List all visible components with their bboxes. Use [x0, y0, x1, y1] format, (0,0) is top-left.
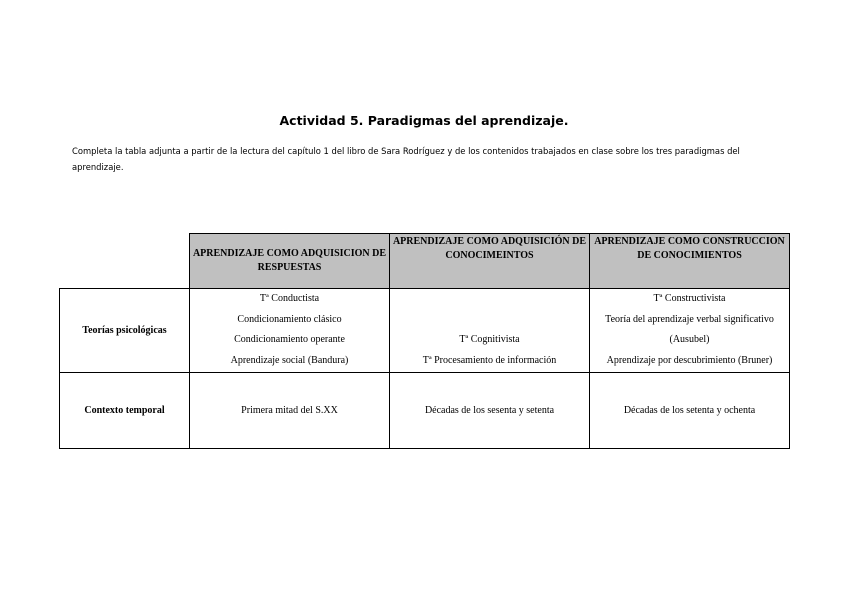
table-header-row [60, 234, 790, 289]
cell-teorias-conocimientos [390, 289, 590, 373]
list-item: Tª Constructivista [653, 293, 726, 304]
cell-contexto-respuestas: Primera mitad del S.XX [190, 373, 390, 449]
list-item: Aprendizaje social (Bandura) [230, 354, 349, 366]
cell-contexto-conocimientos: Décadas de los sesenta y setenta [390, 373, 590, 449]
header-construccion: APRENDIZAJE COMO CONSTRUCCION DE CONOCIMIENTOS [590, 234, 790, 289]
list-item [390, 310, 589, 331]
list-item: Aprendizaje por descubrimiento (Bruner) [606, 354, 773, 366]
list-item: Tª Procesamiento de información [422, 354, 557, 366]
cell-teorias-construccion [590, 289, 790, 373]
paradigms-table [59, 233, 790, 449]
header-conocimientos: APRENDIZAJE COMO ADQUISICIÓN DE CONOCIMEINTOS [390, 234, 590, 289]
list-item [390, 289, 589, 310]
list-item: Condicionamiento operante [234, 334, 345, 345]
table-corner-cell [60, 234, 190, 289]
header-respuestas: APRENDIZAJE COMO ADQUISICION DE RESPUESTAS [190, 234, 390, 289]
row-label-contexto: Contexto temporal [60, 373, 190, 449]
list-item: Tª Cognitivista [459, 334, 520, 345]
intro-paragraph: Completa la tabla adjunta a partir de la lectura del capítulo 1 del libro de Sara Rodríguez y de los contenidos trabajados en clase sobre los tres paradigmas del aprendizaje. [72, 146, 740, 172]
list-item: Condicionamiento clásico [237, 313, 342, 325]
cell-contexto-construccion: Décadas de los setenta y ochenta [590, 373, 790, 449]
cell-teorias-respuestas [190, 289, 390, 373]
list-item: Tª Conductista [259, 293, 320, 304]
list-item: Teoría del aprendizaje verbal significativo [605, 313, 774, 325]
row-label-teorias: Teorías psicológicas [60, 289, 190, 373]
document-title: Actividad 5. Paradigmas del aprendizaje. [279, 113, 569, 128]
table-row [60, 373, 790, 449]
table-row [60, 289, 790, 373]
list-item: (Ausubel) [669, 334, 710, 345]
